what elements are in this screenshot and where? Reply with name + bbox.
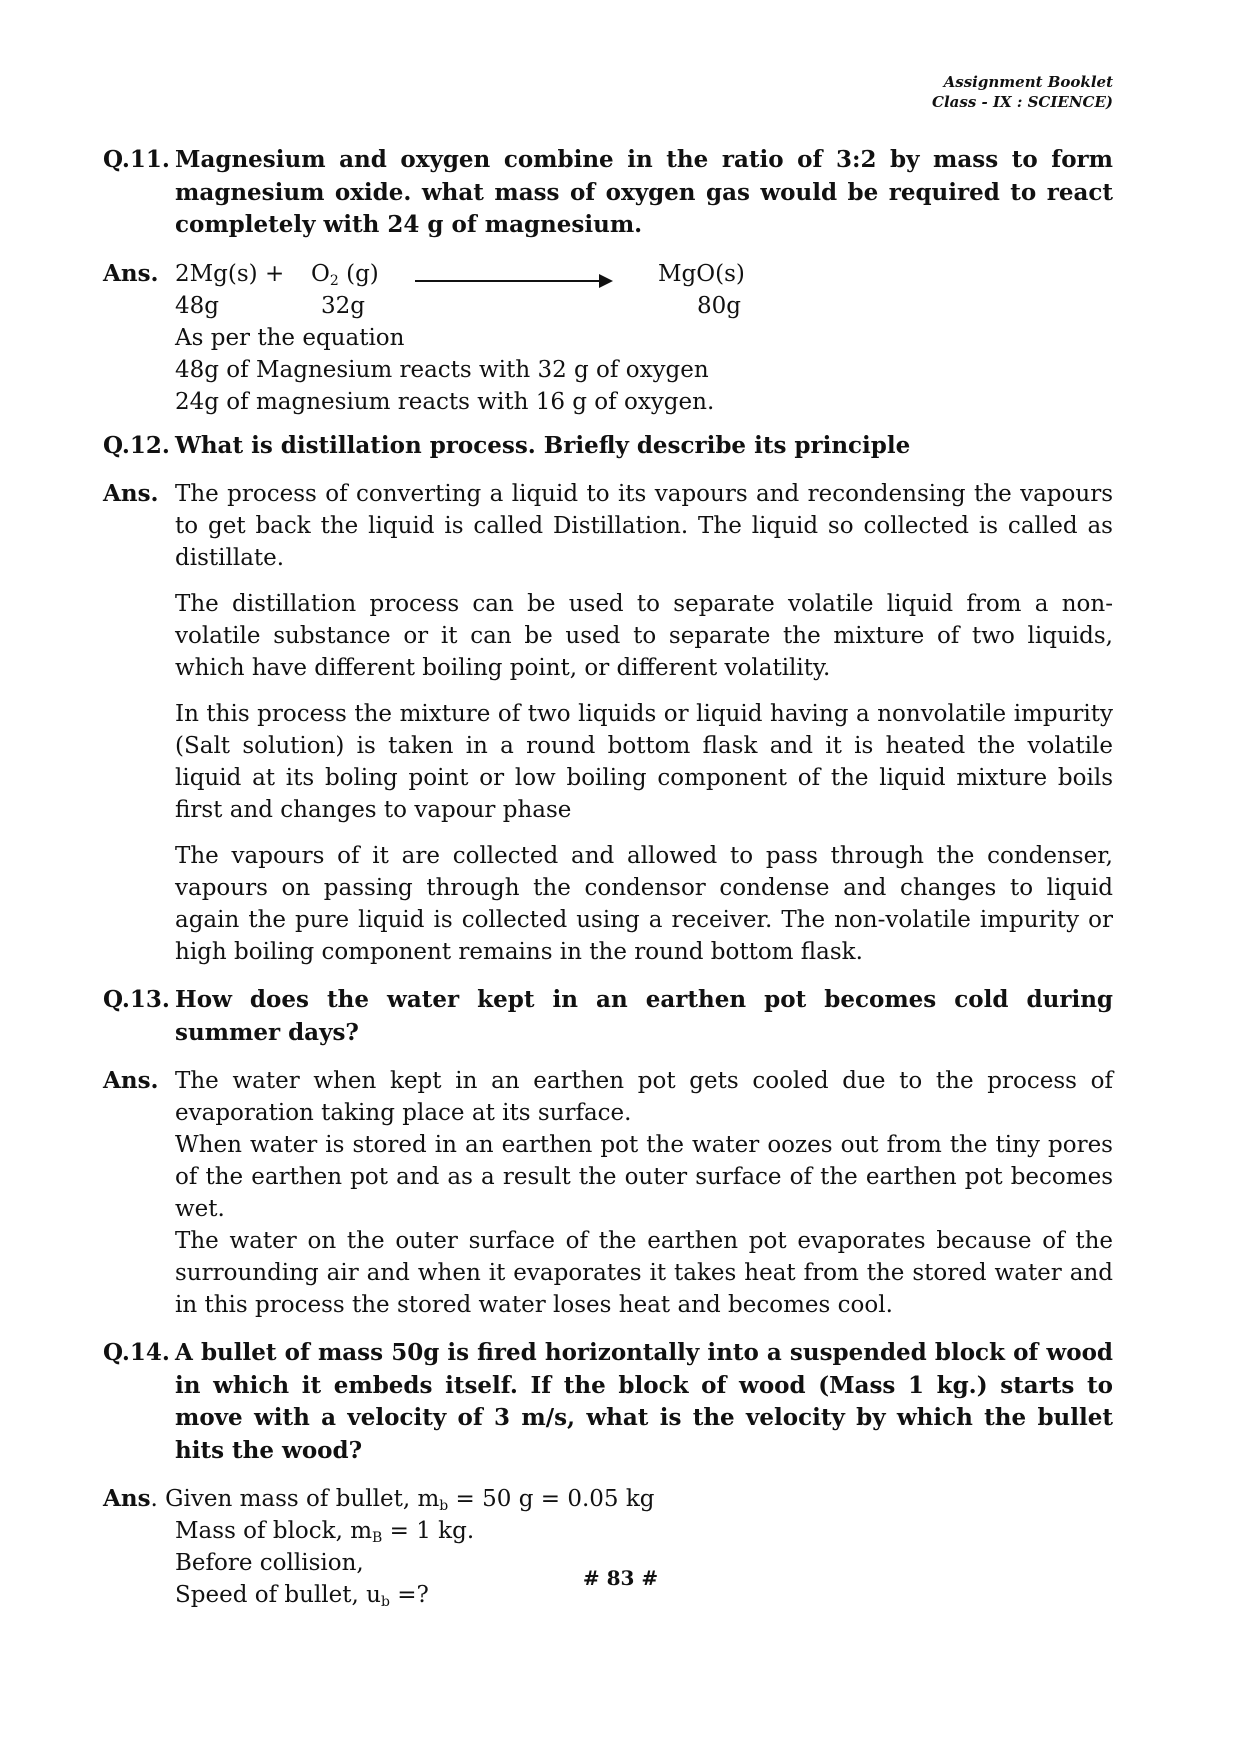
answer-paragraph: The vapours of it are collected and allowed to pass through the condenser, vapours on passing through the condensor condense and changes to liquid again the pure liquid is collected using a receiver. The non-volatile impurity or high boiling component remains in the round bottom flask.: [175, 843, 1113, 965]
answer-line: As per the equation: [175, 324, 405, 351]
question-text: Magnesium and oxygen combine in the ratio of 3:2 by mass to form magnesium oxide. what mass of oxygen gas would be required to react completely with 24 g of magnesium.: [175, 146, 1113, 238]
mass-mgo: 80g: [697, 292, 741, 319]
answer-paragraph: When water is stored in an earthen pot the water oozes out from the tiny pores of the earthen pot and as a result the outer surface of the earthen pot becomes wet.: [175, 1132, 1113, 1222]
answer-paragraph: In this process the mixture of two liquids or liquid having a nonvolatile impurity (Salt solution) is taken in a round bottom flask and it is heated the volatile liquid at its boling point or low boiling component of the liquid mixture boils first and changes to vapour phase: [175, 701, 1113, 823]
question-text: A bullet of mass 50g is fired horizontally into a suspended block of wood in which it embeds itself. If the block of wood (Mass 1 kg.) starts to move with a velocity of 3 m/s, what is the velocity by which the bullet hits the wood?: [175, 1339, 1113, 1464]
answer-line: Speed of bullet, $u_b$ =?: [175, 1582, 429, 1610]
question-number: Q.14.: [103, 1339, 170, 1366]
reactant-o2: $O_2$ (g): [311, 260, 379, 289]
answer-11: [103, 258, 1113, 418]
question-number: Q.13.: [103, 986, 170, 1013]
answer-paragraph: The process of converting a liquid to its vapours and recondensing the vapours to get back the liquid is called Distillation. The liquid so collected is called as distillate.: [175, 481, 1113, 571]
page-content: [103, 144, 1113, 1627]
answer-paragraph: The water on the outer surface of the earthen pot evaporates because of the surrounding air and when it evaporates it takes heat from the stored water and in this process the stored water loses heat and becomes cool.: [175, 1228, 1113, 1318]
arrow-head-icon: [599, 274, 613, 288]
product-mgo: MgO(s): [658, 260, 745, 287]
answer-14: [103, 1483, 1113, 1611]
answer-line: 24g of magnesium reacts with 16 g of oxygen.: [175, 388, 715, 415]
reaction-arrow: [415, 280, 605, 282]
question-text: What is distillation process. Briefly describe its principle: [175, 431, 911, 459]
answer-label: Ans.: [103, 1067, 159, 1094]
question-13: [103, 984, 1113, 1049]
answer-label: Ans: [103, 1485, 151, 1512]
question-text: How does the water kept in an earthen pot becomes cold during summer days?: [175, 986, 1113, 1046]
mass-mg: 48g: [175, 292, 219, 319]
page-number: # 83 #: [582, 1566, 659, 1590]
page-header: [932, 72, 1113, 112]
answer-line: Mass of block, $m_B = 1$ kg.: [175, 1518, 475, 1546]
question-number: Q.12.: [103, 431, 170, 459]
chemical-equation: [175, 258, 1113, 322]
answer-label: Ans.: [103, 480, 159, 507]
mass-o2: 32g: [321, 292, 365, 319]
reactant-mg: 2Mg(s) +: [175, 260, 285, 287]
answer-label: Ans.: [103, 259, 159, 287]
answer-paragraph: The water when kept in an earthen pot gets cooled due to the process of evaporation taking place at its surface.: [175, 1068, 1113, 1126]
answer-paragraph: The distillation process can be used to separate volatile liquid from a non-volatile substance or it can be used to separate the mixture of two liquids, which have different boiling point, or different volatility.: [175, 591, 1113, 681]
question-11: [103, 144, 1113, 242]
answer-line: Ans. Given mass of bullet, $m_b = 50$ g = 0.05 kg: [103, 1485, 655, 1514]
question-number: Q.11.: [103, 146, 170, 173]
booklet-title: Assignment Booklet: [943, 73, 1113, 91]
answer-line: Before collision,: [175, 1550, 364, 1576]
answer-line: 48g of Magnesium reacts with 32 g of oxygen: [175, 356, 709, 383]
answer-13: [103, 1065, 1113, 1321]
question-12: [103, 430, 1113, 463]
answer-12: [103, 478, 1113, 968]
question-14: [103, 1337, 1113, 1467]
class-subject: Class - IX : SCIENCE): [932, 93, 1113, 111]
